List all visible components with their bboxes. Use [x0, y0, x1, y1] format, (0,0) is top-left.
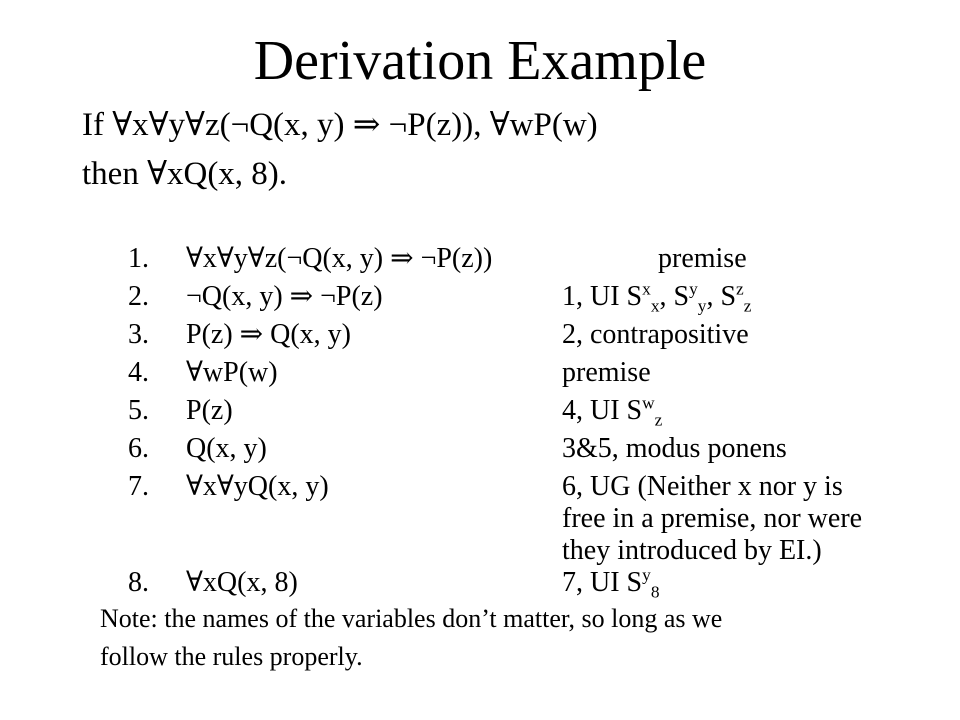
substitution-2: $S^y_y$	[673, 279, 707, 316]
note-line-2: follow the rules properly.	[100, 642, 363, 671]
step-number: 2.	[128, 281, 149, 312]
derivation-step-4	[0, 354, 960, 392]
step-number: 1.	[128, 243, 149, 274]
step-statement: P(z)	[186, 395, 233, 426]
step-justification: 1, UI $S^x_x$, $S^y_y$, $S^z_z$	[562, 279, 752, 316]
justification-prefix: 1, UI	[562, 281, 627, 312]
substitution-3: $S^z_z$	[720, 279, 752, 316]
justification-line-2: free in a premise, nor were	[562, 503, 863, 534]
derivation-step-5	[0, 392, 960, 430]
claim-conclusion: then ∀xQ(x, 8).	[82, 156, 288, 192]
justification-prefix: 7, UI	[562, 567, 627, 598]
step-statement: Q(x, y)	[186, 433, 267, 464]
step-statement: ¬Q(x, y) ⇒ ¬P(z)	[186, 281, 383, 312]
note-line-1: Note: the names of the variables don’t matter, so long as we	[100, 604, 723, 633]
step-statement: P(z) ⇒ Q(x, y)	[186, 319, 351, 350]
derivation-step-6	[0, 430, 960, 468]
step-statement: ∀x∀yQ(x, y)	[186, 471, 329, 502]
step-number: 7.	[128, 471, 149, 502]
step-justification	[562, 471, 862, 567]
step-justification	[562, 565, 660, 602]
step-justification: 2, contrapositive	[562, 319, 749, 350]
justification-line-3: they introduced by EI.)	[562, 535, 822, 566]
derivation-step-7	[0, 468, 960, 566]
derivation-step-2	[0, 278, 960, 316]
step-statement: ∀x∀y∀z(¬Q(x, y) ⇒ ¬P(z))	[186, 243, 493, 274]
justification-line-1: 6, UG (Neither x nor y is	[562, 471, 843, 502]
step-statement: ∀wP(w)	[186, 357, 278, 388]
step-statement: ∀xQ(x, 8)	[186, 567, 298, 598]
derivation-step-1	[0, 240, 960, 278]
step-number: 6.	[128, 433, 149, 464]
derivation-step-8	[0, 564, 960, 602]
step-justification: premise	[562, 357, 651, 388]
step-number: 3.	[128, 319, 149, 350]
step-number: 4.	[128, 357, 149, 388]
step-number: 8.	[128, 567, 149, 598]
substitution-1: $S^y_8$	[626, 565, 660, 602]
substitution-1: $S^x_x$	[626, 279, 660, 316]
derivation-step-3	[0, 316, 960, 354]
step-justification	[562, 393, 663, 430]
substitution-1: $S^w_z$	[626, 393, 663, 430]
note-text	[100, 600, 880, 676]
slide-title: Derivation Example	[253, 30, 707, 92]
justification-prefix: 4, UI	[562, 395, 627, 426]
step-justification: 3&5, modus ponens	[562, 433, 787, 464]
step-justification: premise	[658, 243, 747, 274]
claim-premises: If ∀x∀y∀z(¬Q(x, y) ⇒ ¬P(z)), ∀wP(w)	[82, 107, 598, 143]
step-number: 5.	[128, 395, 149, 426]
